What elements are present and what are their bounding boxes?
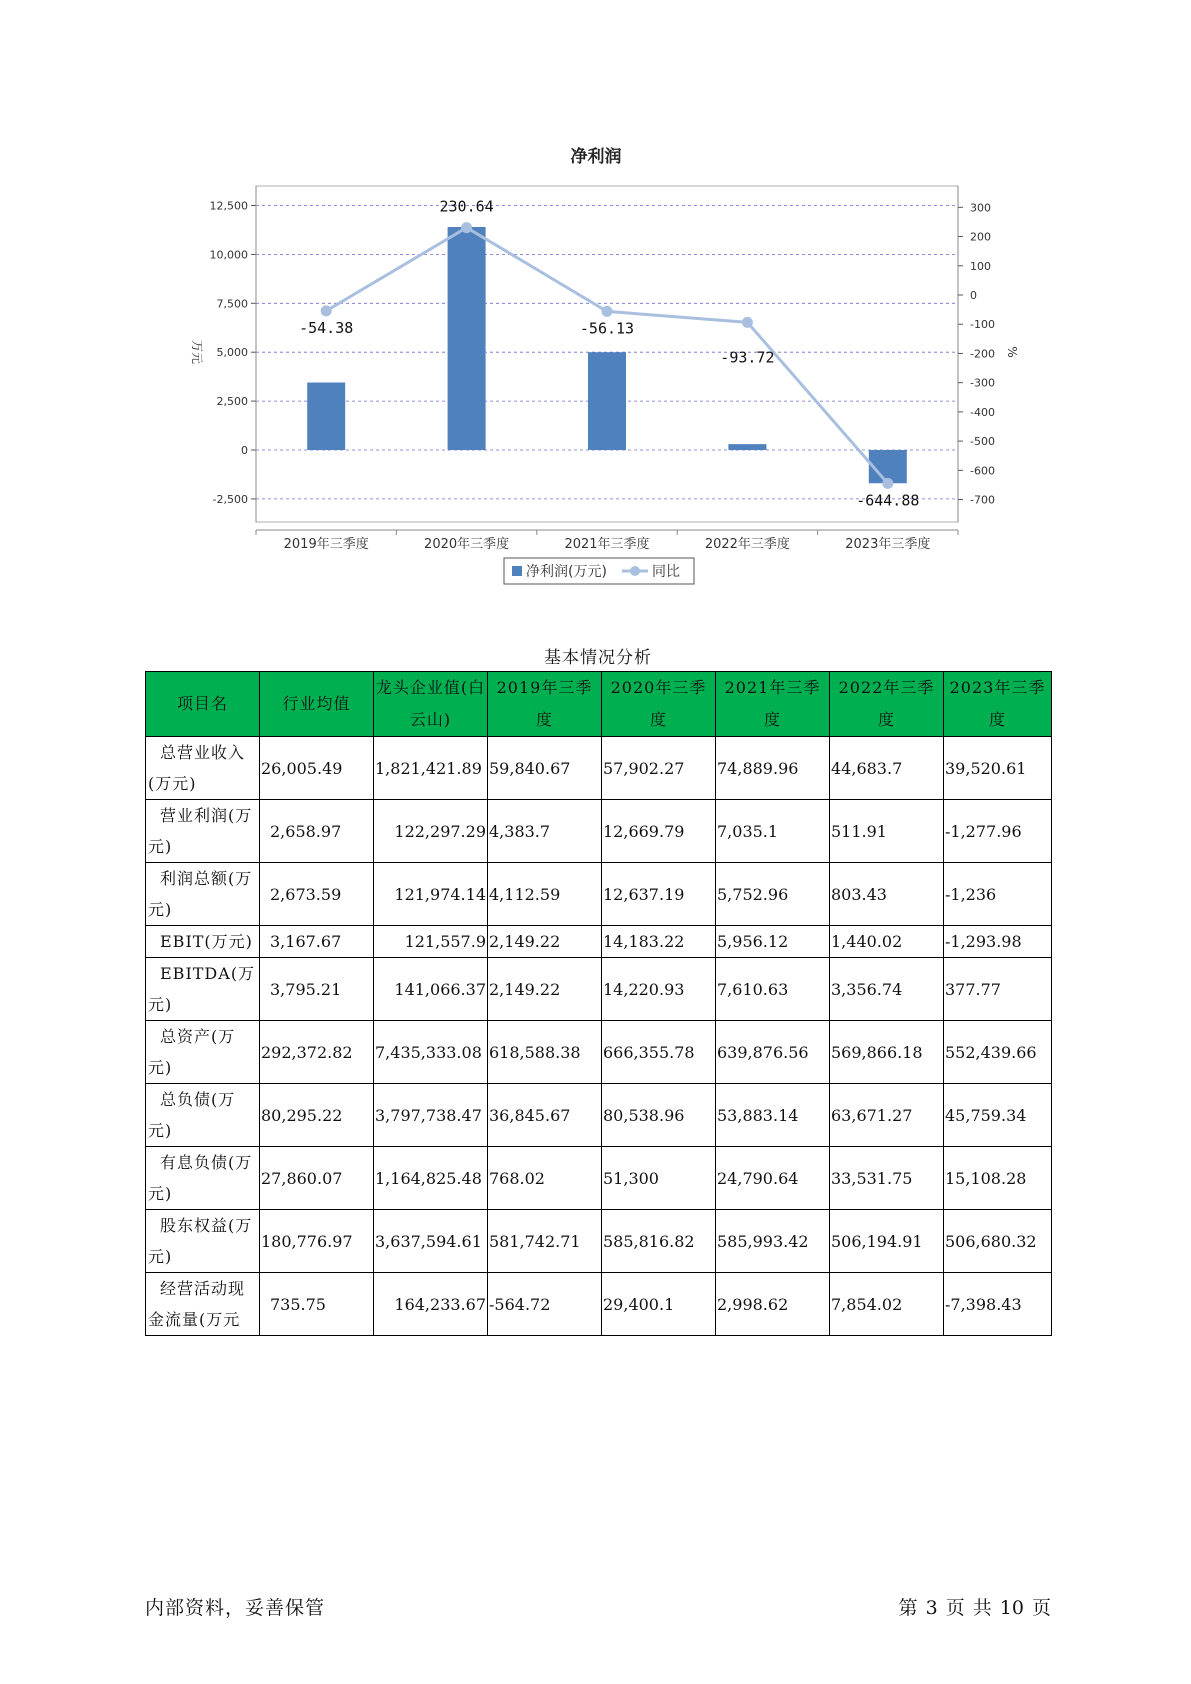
table-cell: 33,531.75	[830, 1147, 944, 1210]
row-label-cell: 总负债(万元)	[146, 1084, 260, 1147]
y2-tick-label: -600	[970, 464, 995, 478]
table-cell: -1,236	[944, 863, 1052, 926]
table-title: 基本情况分析	[544, 648, 652, 668]
table-cell: 1,440.02	[830, 926, 944, 958]
table-header-cell: 2023年三季度	[944, 672, 1052, 737]
data-label: -644.88	[856, 491, 920, 510]
table-cell: 36,845.67	[488, 1084, 602, 1147]
table-cell: 24,790.64	[716, 1147, 830, 1210]
table-row	[146, 863, 1052, 926]
table-header-cell: 2022年三季度	[830, 672, 944, 737]
row-label-cell: 总营业收入(万元)	[146, 737, 260, 800]
table-cell: 80,538.96	[602, 1084, 716, 1147]
legend-line-label: 同比	[652, 564, 680, 580]
table-cell: 57,902.27	[602, 737, 716, 800]
table-cell: 121,557.9	[374, 926, 488, 958]
table-cell: -7,398.43	[944, 1273, 1052, 1336]
table-cell: 26,005.49	[260, 737, 374, 800]
table-cell: 2,658.97	[260, 800, 374, 863]
table-cell: 1,821,421.89	[374, 737, 488, 800]
legend-line-marker	[630, 566, 640, 576]
table-row	[146, 1273, 1052, 1336]
y2-tick-label: -700	[970, 493, 995, 507]
row-label-cell: 总资产(万元)	[146, 1021, 260, 1084]
table-cell: 121,974.14	[374, 863, 488, 926]
bar	[307, 383, 345, 450]
bar	[448, 227, 486, 450]
table-header-cell: 2019年三季度	[488, 672, 602, 737]
net-profit-chart	[0, 0, 1191, 610]
x-tick-label: 2022年三季度	[704, 537, 790, 552]
table-cell: 3,356.74	[830, 958, 944, 1021]
table-cell: 585,816.82	[602, 1210, 716, 1273]
table-cell: 585,993.42	[716, 1210, 830, 1273]
table-cell: 53,883.14	[716, 1084, 830, 1147]
x-tick-label: 2021年三季度	[564, 537, 650, 552]
table-cell: 506,680.32	[944, 1210, 1052, 1273]
footer-confidential: 内部资料，妥善保管	[145, 1597, 326, 1619]
y2-tick-label: 200	[970, 230, 991, 244]
table-cell: 45,759.34	[944, 1084, 1052, 1147]
table-cell: 80,295.22	[260, 1084, 374, 1147]
table-cell: 2,149.22	[488, 958, 602, 1021]
table-header-cell: 2020年三季度	[602, 672, 716, 737]
table-cell: 735.75	[260, 1273, 374, 1336]
row-label-cell: 利润总额(万元)	[146, 863, 260, 926]
table-header-cell: 行业均值	[260, 672, 374, 737]
y-tick-label: 10,000	[209, 248, 248, 262]
table-cell: 7,610.63	[716, 958, 830, 1021]
table-cell: 618,588.38	[488, 1021, 602, 1084]
table-cell: -1,277.96	[944, 800, 1052, 863]
table-row	[146, 737, 1052, 800]
row-label-cell: EBITDA(万元)	[146, 958, 260, 1021]
table-cell: 5,752.96	[716, 863, 830, 926]
table-cell: 292,372.82	[260, 1021, 374, 1084]
table-cell: 14,220.93	[602, 958, 716, 1021]
table-cell: 12,637.19	[602, 863, 716, 926]
table-cell: 377.77	[944, 958, 1052, 1021]
data-label: -54.38	[299, 318, 354, 337]
x-tick-label: 2023年三季度	[845, 537, 931, 552]
bar	[588, 352, 626, 450]
table-cell: 506,194.91	[830, 1210, 944, 1273]
row-label-cell: 营业利润(万元)	[146, 800, 260, 863]
y-tick-label: 2,500	[216, 395, 248, 409]
table-cell: 552,439.66	[944, 1021, 1052, 1084]
table-cell: 74,889.96	[716, 737, 830, 800]
bar-series	[307, 227, 907, 483]
table-cell: 15,108.28	[944, 1147, 1052, 1210]
table-cell: -564.72	[488, 1273, 602, 1336]
table-cell: 63,671.27	[830, 1084, 944, 1147]
row-label-cell: 有息负债(万元)	[146, 1147, 260, 1210]
y2-tick-label: -300	[970, 376, 995, 390]
x-tick-label: 2019年三季度	[283, 537, 369, 552]
table-cell: 581,742.71	[488, 1210, 602, 1273]
table-row	[146, 1084, 1052, 1147]
table-cell: 12,669.79	[602, 800, 716, 863]
table-cell: 803.43	[830, 863, 944, 926]
data-label: -56.13	[579, 319, 635, 338]
row-label-cell: 经营活动现金流量(万元	[146, 1273, 260, 1336]
y2-axis-title: %	[1005, 346, 1019, 358]
y-tick-label: 12,500	[209, 199, 248, 213]
table-row	[146, 958, 1052, 1021]
table-cell: 3,167.67	[260, 926, 374, 958]
table-cell: -1,293.98	[944, 926, 1052, 958]
table-cell: 39,520.61	[944, 737, 1052, 800]
y-tick-label: 5,000	[216, 346, 248, 360]
table-cell: 27,860.07	[260, 1147, 374, 1210]
table-row	[146, 800, 1052, 863]
row-label-cell: EBIT(万元)	[146, 926, 260, 958]
table-cell: 5,956.12	[716, 926, 830, 958]
table-cell: 51,300	[602, 1147, 716, 1210]
table-cell: 14,183.22	[602, 926, 716, 958]
table-cell: 2,149.22	[488, 926, 602, 958]
line-point	[602, 306, 613, 317]
legend-bar-label: 净利润(万元)	[526, 564, 607, 580]
line-point	[461, 222, 472, 233]
table-cell: 44,683.7	[830, 737, 944, 800]
line-point	[321, 305, 332, 316]
table-cell: 141,066.37	[374, 958, 488, 1021]
data-label: 230.64	[439, 197, 494, 216]
table-cell: 1,164,825.48	[374, 1147, 488, 1210]
table-cell: 4,112.59	[488, 863, 602, 926]
line-point	[882, 478, 893, 489]
data-label: -93.72	[720, 348, 775, 367]
table-cell: 59,840.67	[488, 737, 602, 800]
y-tick-label: -2,500	[212, 492, 248, 506]
y-tick-label: 0	[241, 444, 248, 457]
y-axis-title: 万元	[190, 339, 204, 365]
table-cell: 4,383.7	[488, 800, 602, 863]
y2-tick-label: 300	[970, 201, 991, 215]
table-cell: 569,866.18	[830, 1021, 944, 1084]
table-cell: 180,776.97	[260, 1210, 374, 1273]
table-cell: 3,637,594.61	[374, 1210, 488, 1273]
row-label-cell: 股东权益(万元)	[146, 1210, 260, 1273]
legend-bar-swatch	[512, 566, 522, 576]
x-tick-label: 2020年三季度	[424, 537, 510, 552]
y2-tick-label: -200	[970, 347, 995, 361]
basic-analysis-table	[145, 671, 1052, 1336]
table-row	[146, 926, 1052, 958]
y-tick-label: 7,500	[216, 297, 248, 311]
table-row	[146, 1021, 1052, 1084]
table-cell: 3,795.21	[260, 958, 374, 1021]
y2-tick-label: -100	[970, 318, 995, 332]
table-cell: 164,233.67	[374, 1273, 488, 1336]
table-row	[146, 1147, 1052, 1210]
table-cell: 122,297.29	[374, 800, 488, 863]
table-row	[146, 1210, 1052, 1273]
y2-tick-label: -400	[970, 405, 995, 419]
y2-tick-label: -500	[970, 435, 995, 449]
table-header-cell: 龙头企业值(白云山)	[374, 672, 488, 737]
table-cell: 768.02	[488, 1147, 602, 1210]
table-cell: 29,400.1	[602, 1273, 716, 1336]
table-cell: 511.91	[830, 800, 944, 863]
footer-page-number: 第 3 页 共 10 页	[898, 1597, 1051, 1619]
table-header-cell: 2021年三季度	[716, 672, 830, 737]
table-cell: 2,998.62	[716, 1273, 830, 1336]
table-cell: 2,673.59	[260, 863, 374, 926]
bar	[728, 444, 766, 450]
table-cell: 7,035.1	[716, 800, 830, 863]
table-cell: 7,435,333.08	[374, 1021, 488, 1084]
table-header-row	[146, 672, 1052, 737]
y2-tick-label: 100	[970, 259, 991, 273]
table-cell: 639,876.56	[716, 1021, 830, 1084]
table-header-cell: 项目名	[146, 672, 260, 737]
table-cell: 3,797,738.47	[374, 1084, 488, 1147]
table-cell: 666,355.78	[602, 1021, 716, 1084]
chart-title: 净利润	[570, 147, 622, 167]
y2-tick-label: 0	[970, 289, 977, 302]
line-point	[742, 317, 753, 328]
chart-legend	[504, 558, 694, 584]
table-cell: 7,854.02	[830, 1273, 944, 1336]
